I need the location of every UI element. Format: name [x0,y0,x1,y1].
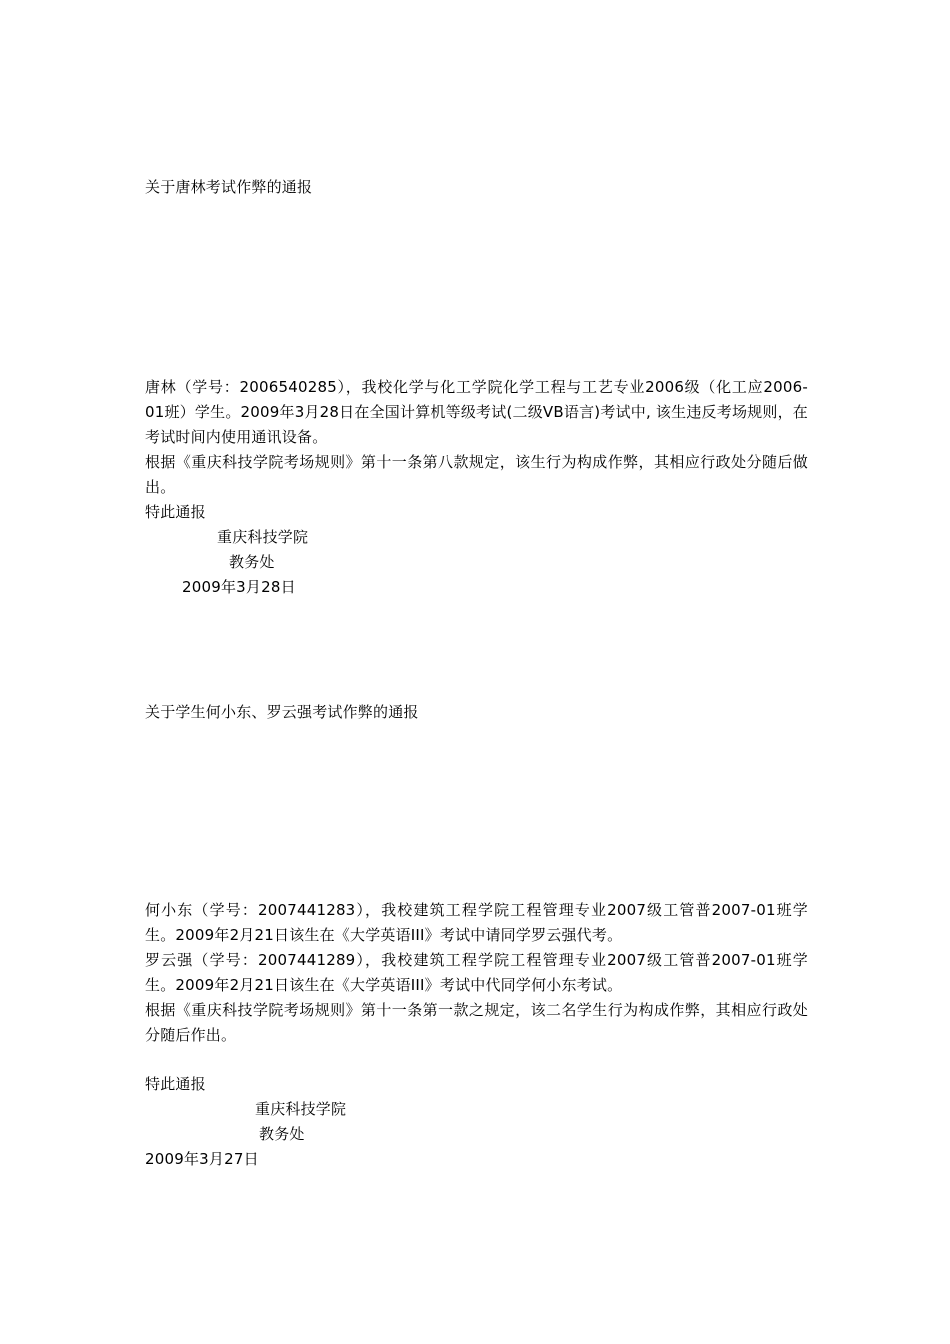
notice2-title: 关于学生何小东、罗云强考试作弊的通报 [145,703,419,721]
notice2-body-paragraph-3: 根据《重庆科技学院考场规则》第十一条第一款之规定，该二名学生行为构成作弊，其相应行政处分随后作出。 [145,1001,808,1044]
notice1-body-paragraph-2: 根据《重庆科技学院考场规则》第十一条第八款规定，该生行为构成作弊，其相应行政处分随后做出。 [145,453,808,496]
notice2-signature-dept: 教务处 [259,1125,305,1143]
notice1-signature-dept: 教务处 [229,553,275,571]
notice1-signature-org: 重庆科技学院 [217,528,309,546]
notice1-title: 关于唐林考试作弊的通报 [145,178,313,196]
notice2-date: 2009年3月27日 [145,1150,259,1168]
notice2-body-paragraph-2: 罗云强（学号：2007441289），我校建筑工程学院工程管理专业2007级工管普2007-01班学生。2009年2月21日该生在《大学英语III》考试中代同学何小东考试。 [145,951,808,994]
notice1-body-paragraph-1: 唐林（学号：2006540285），我校化学与化工学院化学工程与工艺专业2006级（化工应2006-01班）学生。2009年3月28日在全国计算机等级考试(二级VB语言)考试中, 该生违反考场规则，在考试时间内使用通讯设备。 [145,378,808,446]
notice1-date: 2009年3月28日 [182,578,296,596]
notice2-signature-org: 重庆科技学院 [255,1100,347,1118]
notice2-body-paragraph-1: 何小东（学号：2007441283），我校建筑工程学院工程管理专业2007级工管普2007-01班学生。2009年2月21日该生在《大学英语III》考试中请同学罗云强代考。 [145,901,808,944]
notice2-closing: 特此通报 [145,1075,206,1093]
notice1-closing: 特此通报 [145,503,206,521]
